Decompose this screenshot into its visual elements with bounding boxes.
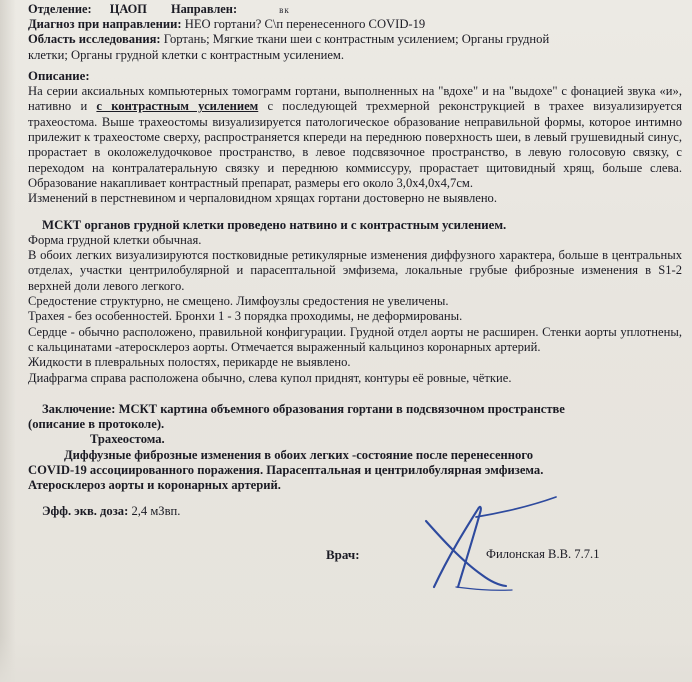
header-diagnosis-row: [28, 17, 682, 32]
page-left-shadow: [0, 0, 16, 682]
diagnosis-value: НЕО гортани? С\п перенесенного COVID-19: [184, 17, 426, 31]
referral-label: Направлен:: [170, 2, 238, 16]
chest-section-title: МСКТ органов грудной клетки проведено натвино и с контрастным усилением.: [42, 217, 507, 232]
dose-row: [42, 504, 682, 519]
doctor-name: Филонская В.В. 7.7.1: [486, 546, 600, 561]
chest-line-4: Трахея - без особенностей. Бронхи 1 - 3 порядка проходимы, не деформированы.: [28, 309, 463, 324]
conclusion-label: Заключение:: [42, 401, 116, 416]
chest-line-2: В обоих легких визуализируются постковидные ретикулярные изменения диффузного характера, больше в центральных отделах, участки центрилобулярной и парасептальной эмфизема, локальные грубые фиброзные изменения в S1-2 верхней доли левого легкого.: [28, 248, 682, 293]
area-value-line2: клетки; Органы грудной клетки с контрастным усилением.: [28, 47, 345, 62]
description-title: Описание:: [28, 68, 90, 83]
description-p1-part-b: с последующей трехмерной реконструкцией в трахее визуализируется трахеостома. Выше трахеостомы визуализируется патологическое образование неправильной формы, которое интимно прилежит к трахеостоме сверху, распространяется кпереди на переднюю поверхность шеи, в левый грушевидный синус, прорастает в околожелудочковое пространство, в левое подсвязочное пространство, в левую голосовую связку, с переходом на контралатеральную связку и переднюю коммиссуру, прорастает щитовидный хрящ, больше слева. Образование накапливает контрастный препарат, размеры его около 3,0х4,0х4,7см.: [28, 99, 682, 190]
chest-line-3: Средостение структурно, не смещено. Лимфоузлы средостения не увеличены.: [28, 294, 449, 309]
doctor-label: Врач:: [326, 546, 360, 562]
chest-line-5: Сердце - обычно расположено, правильной конфигурации. Грудной отдел аорты не расширен. Стенки аорты уплотнены, с кальцинатами -атеросклероз аорты. Отмечается выраженный кальциноз коронарных артерий.: [28, 324, 682, 354]
conclusion-line-1: МСКТ картина объемного образования гортани в подсвязочном пространстве: [118, 401, 565, 416]
description-paragraph-1: [28, 84, 682, 191]
conclusion-row: [42, 402, 682, 417]
header-department-row: [28, 2, 682, 17]
department-value: ЦАОП: [109, 2, 147, 16]
conclusion-line-3: Трахеостома.: [90, 432, 165, 447]
area-label: Область исследования:: [28, 32, 161, 47]
conclusion-line-4: Диффузные фиброзные изменения в обоих легких -состояние после перенесенного: [64, 447, 534, 462]
area-value-line1: Гортань; Мягкие ткани шеи с контрастным усилением; Органы грудной: [163, 32, 550, 47]
description-paragraph-2: Изменений в перстневином и черпаловидном хрящах гортани достоверно не выявлено.: [28, 191, 498, 206]
department-label: Отделение:: [28, 2, 92, 16]
referral-value: вк: [279, 5, 290, 15]
chest-line-6: Жидкости в плевральных полостях, перикарде не выявлено.: [28, 355, 351, 370]
page-bottom-shadow: [0, 636, 692, 682]
conclusion-line-2: (описание в протоколе).: [28, 417, 165, 432]
chest-line-7: Диафрагма справа расположена обычно, слева купол приднят, контуры её ровные, чёткие.: [28, 370, 512, 385]
description-p1-part-a: На серии аксиальных компьютерных томограмм гортани, выполненных на "вдохе" и на "выдохе" с фонацией звука «и», нативно и: [28, 84, 682, 114]
header-area-row: [28, 32, 682, 47]
chest-line-1: Форма грудной клетки обычная.: [28, 232, 202, 247]
conclusion-line-6: Атеросклероз аорты и коронарных артерий.: [28, 478, 281, 493]
diagnosis-label: Диагноз при направлении:: [28, 17, 182, 31]
signature-block: [28, 541, 682, 581]
dose-label: Эфф. экв. доза:: [42, 503, 129, 518]
dose-value: 2,4 мЗвп.: [131, 503, 181, 518]
description-p1-underlined: с контрастным усилением: [96, 99, 259, 114]
header-area-row-2: [28, 48, 682, 63]
conclusion-line-5: COVID-19 ассоциированного поражения. Парасептальная и центрилобулярная эмфизема.: [28, 463, 544, 478]
